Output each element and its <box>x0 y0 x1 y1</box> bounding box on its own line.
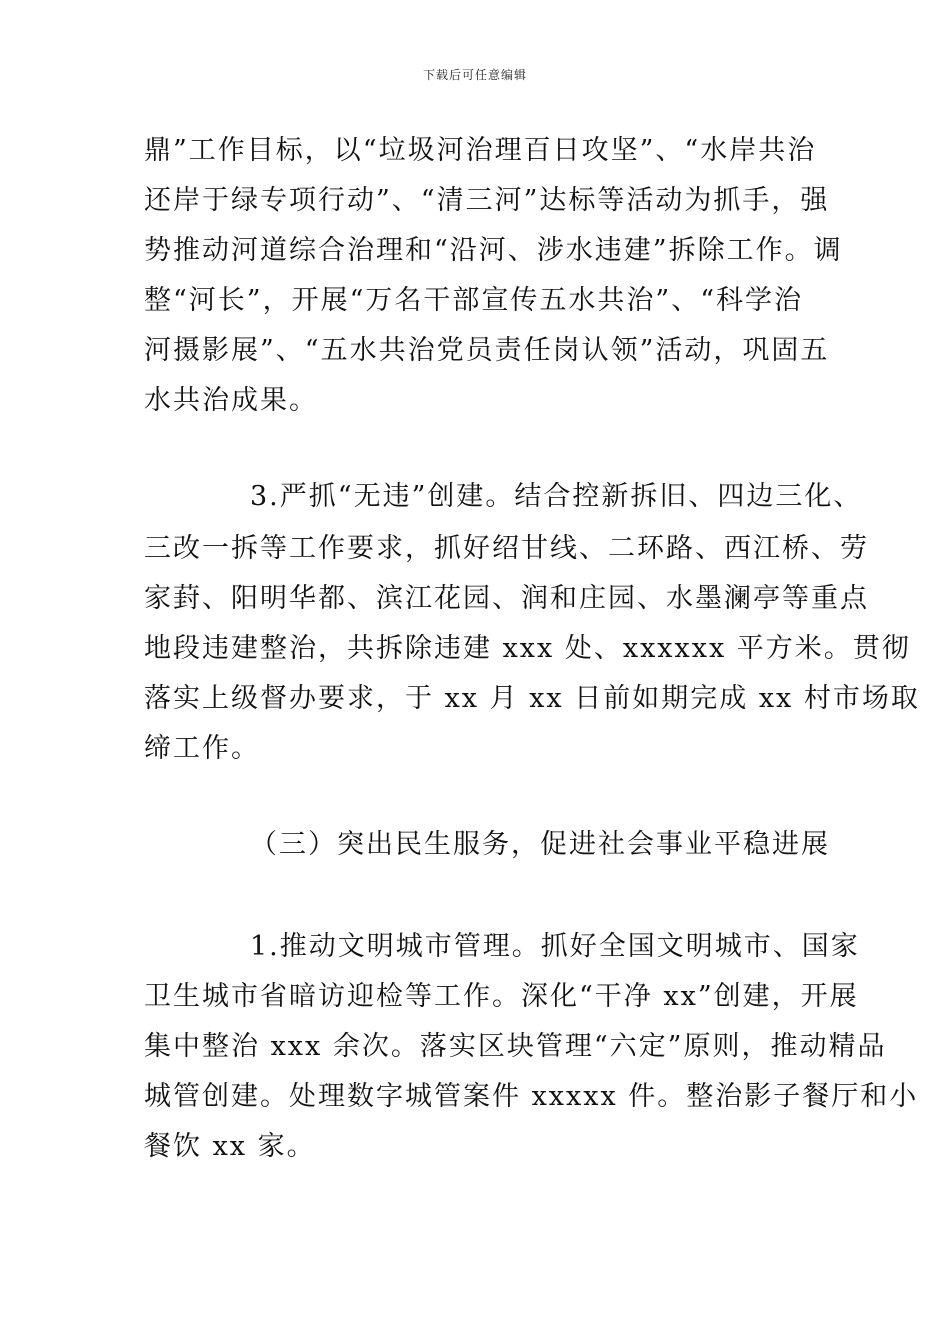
header-note: 下载后可任意编辑 <box>422 68 527 82</box>
body-line: 水共治成果。 <box>144 385 318 416</box>
section-item-heading: 3.严抓“无违”创建。结合控新拆旧、四边三化、 <box>250 481 863 512</box>
body-line: 鼎”工作目标，以“垃圾河治理百日攻坚”、“水岸共治 <box>144 135 817 166</box>
body-line: 势推动河道综合治理和“沿河、涉水违建”拆除工作。调 <box>144 235 843 266</box>
body-line: 三改一拆等工作要求，抓好绍甘线、二环路、西江桥、劳 <box>144 533 869 564</box>
body-line: 落实上级督办要求，于 xx 月 xx 日前如期完成 xx 村市场取 <box>144 683 920 714</box>
body-line: 集中整治 xxx 余次。落实区块管理“六定”原则，推动精品 <box>144 1031 887 1062</box>
body-line: 河摄影展”、“五水共治党员责任岗认领”活动，巩固五 <box>144 335 830 366</box>
body-line: 卫生城市省暗访迎检等工作。深化“干净 xx”创建，开展 <box>144 981 859 1012</box>
section-heading: （三）突出民生服务，促进社会事业平稳进展 <box>250 829 830 860</box>
body-line: 整“河长”，开展“万名干部宣传五水共治”、“科学治 <box>144 285 804 316</box>
body-line: 家葑、阳明华都、滨江花园、润和庄园、水墨澜亭等重点 <box>144 583 869 614</box>
body-line: 餐饮 xx 家。 <box>144 1131 316 1162</box>
body-line: 城管创建。处理数字城管案件 xxxxx 件。整治影子餐厅和小 <box>144 1081 919 1112</box>
section-item-heading: 1.推动文明城市管理。抓好全国文明城市、国家 <box>250 931 860 962</box>
body-line: 地段违建整治，共拆除违建 xxx 处、xxxxxx 平方米。贯彻 <box>144 633 911 664</box>
body-line: 还岸于绿专项行动”、“清三河”达标等活动为抓手，强 <box>144 185 830 216</box>
body-line: 缔工作。 <box>144 733 260 764</box>
